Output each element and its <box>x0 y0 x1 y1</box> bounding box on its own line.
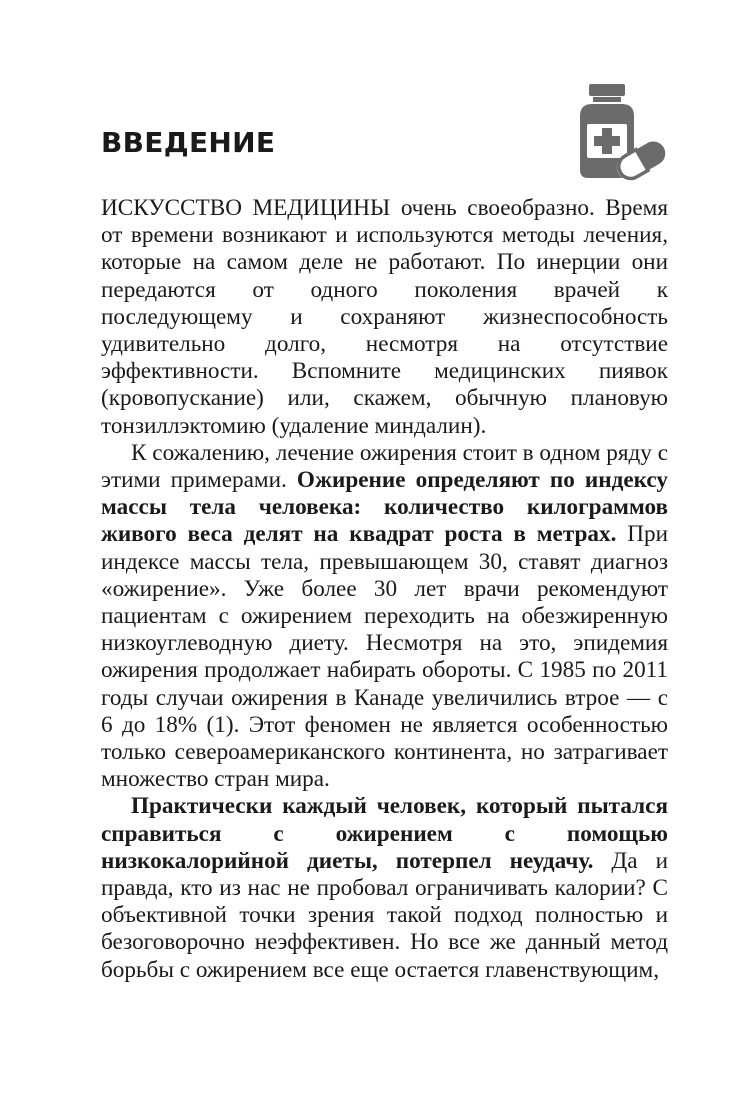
chapter-heading: ВВЕДЕНИЕ <box>101 126 276 159</box>
paragraph-text: очень своеобразно. Время от времени возникают и используются методы лечения, которые на самом деле не работают. По инерции они передаются от одного поколения врачей к последующему и сохраняют жизнеспособность удивительно долго, несмотря на отсутствие эффективности. Вспомните медицинских пиявок (кровопускание) или, скажем, обычную плановую тонзиллэктомию (удаление миндалин). <box>101 195 668 439</box>
paragraph-text: Да и правда, кто из нас не пробовал ограничивать калории? С объективной точки зрения такой подход полностью и безоговорочно неэффективен. Но все же данный метод борьбы с ожирением все еще остается главенствующим, <box>101 847 668 983</box>
paragraph <box>101 195 668 440</box>
bold-statement: Ожирение определяют по индексу массы тела человека: количество килограммов живого веса делят на квадрат роста в метрах. <box>101 467 668 548</box>
paragraph <box>101 440 668 794</box>
paragraph-text: При индексе массы тела, превышающем 30, ставят диагноз «ожирение». Уже более 30 лет врачи рекомендуют пациентам с ожирением переходить на обезжиренную низкоуглеводную диету. Несмотря на это, эпидемия ожирения продолжает набирать обороты. С 1985 по 2011 годы случаи ожирения в Канаде увеличились втрое — с 6 до 18% (1). Этот феномен не является особенностью только североамериканского континента, но затрагивает множество стран мира. <box>101 521 669 793</box>
body-text <box>101 195 668 984</box>
bold-statement: Практически каждый человек, который пытался справиться с ожирением с помощью низкокалорийной диеты, потерпел неудачу. <box>101 793 668 874</box>
lead-in-caps: ИСКУССТВО МЕДИЦИНЫ <box>101 195 391 221</box>
medicine-bottle-pill-icon <box>570 80 672 188</box>
paragraph <box>101 793 668 983</box>
paragraph-text: К сожалению, лечение ожирения стоит в одном ряду с этими примерами. <box>101 439 668 494</box>
